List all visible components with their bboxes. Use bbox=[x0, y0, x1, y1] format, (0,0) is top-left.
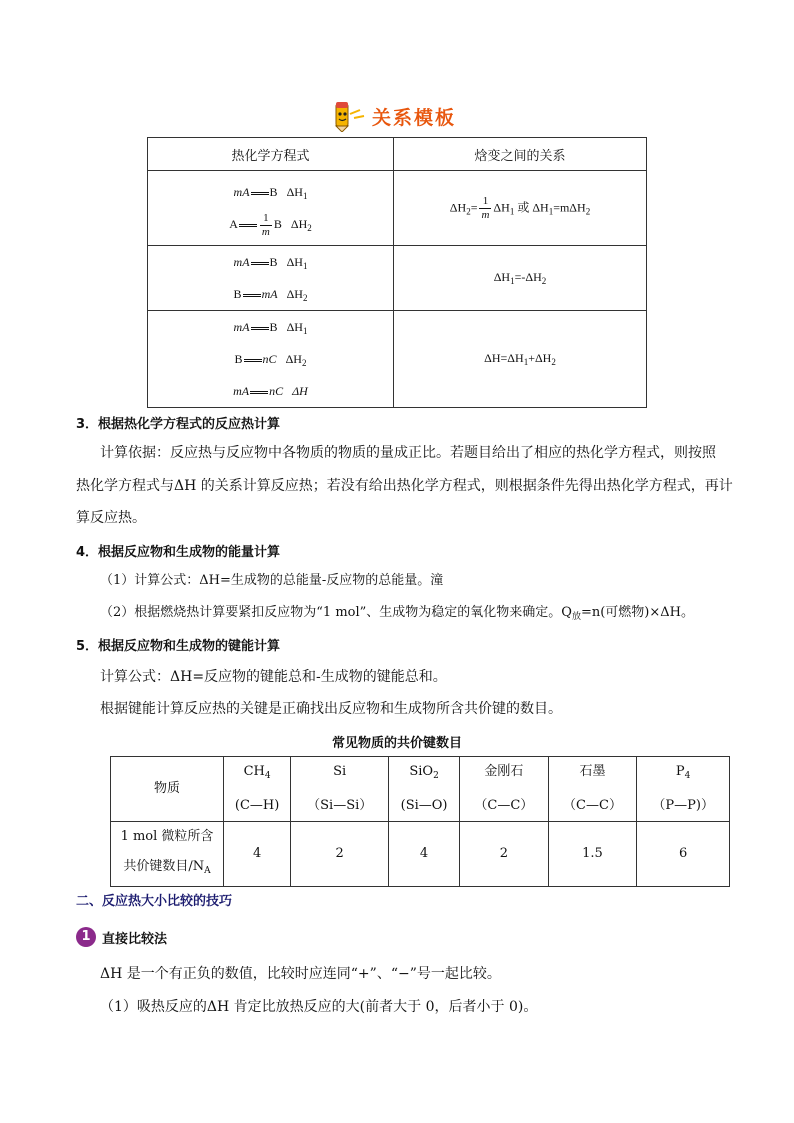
bond-table bbox=[110, 756, 730, 887]
value-cell: 1.5 bbox=[548, 822, 637, 887]
equation: B nC $\Delta H_2$ bbox=[234, 352, 307, 368]
equation-cell bbox=[148, 171, 394, 246]
relation-cell: $\Delta H_1=-\Delta H_2$ bbox=[394, 246, 647, 311]
substance-cell: SiO$_2$ (Si—O) bbox=[389, 757, 460, 822]
section-4-heading: 4．根据反应物和生成物的能量计算 bbox=[76, 545, 281, 560]
substance-cell: $CH_4$ (C—H) bbox=[224, 757, 291, 822]
paragraph: 计算公式：ΔH=反应物的键能总和-生成物的键能总和。 bbox=[100, 669, 447, 685]
title-text: 关系模板 bbox=[372, 106, 457, 129]
equation: B mA $\Delta H_2$ bbox=[233, 287, 308, 303]
part-two-heading: 二、反应热大小比较的技巧 bbox=[76, 894, 233, 909]
row-label: 物质 bbox=[111, 757, 224, 822]
equation: mA B $\Delta H_1$ bbox=[233, 320, 308, 336]
row-label: 1 mol 微粒所含 共价键数目$/N_A$ bbox=[111, 822, 224, 887]
paragraph: （1）计算公式：ΔH=生成物的总能量-反应物的总能量。潼 bbox=[100, 573, 444, 588]
equation-cell bbox=[148, 311, 394, 408]
paragraph: 热化学方程式与ΔH 的关系计算反应热；若没有给出热化学方程式，则根据条件先得出热化学方程式，再计 bbox=[76, 478, 733, 494]
paragraph: 计算依据：反应热与反应物中各物质的物质的量成正比。若题目给出了相应的热化学方程式，则按照 bbox=[100, 445, 716, 461]
value-cell: 6 bbox=[637, 822, 730, 887]
table-row bbox=[111, 822, 730, 887]
relation-cell: $\Delta H_2=$ $\frac{1}{m}$ $\Delta H_1$ 或 $\Delta H_1=m\Delta H_2$ bbox=[394, 171, 647, 246]
table-row bbox=[148, 246, 647, 311]
relation-table bbox=[147, 137, 647, 408]
substance-cell: $P_4$ （P—P)） bbox=[637, 757, 730, 822]
substance-cell: 石墨 （C—C） bbox=[548, 757, 637, 822]
header-cell: 焓变之间的关系 bbox=[394, 138, 647, 171]
equation: A $\frac{1}{m}$ B $\Delta H_2$ bbox=[229, 211, 312, 238]
section-3-heading: 3．根据热化学方程式的反应热计算 bbox=[76, 417, 281, 432]
pencil-mascot-icon bbox=[330, 100, 366, 132]
equation: mA nC ΔH bbox=[233, 384, 308, 398]
equation: mA B $\Delta H_1$ bbox=[233, 255, 308, 271]
equation: mA B $\Delta H_1$ bbox=[233, 185, 308, 201]
section-title bbox=[330, 100, 456, 132]
paragraph: 算反应热。 bbox=[76, 510, 146, 526]
method-title: 直接比较法 bbox=[102, 931, 168, 947]
paragraph: （1）吸热反应的ΔH 肯定比放热反应的大(前者大于 0，后者小于 0)。 bbox=[100, 999, 538, 1015]
value-cell: 2 bbox=[460, 822, 549, 887]
table-header-row bbox=[148, 138, 647, 171]
section-5-heading: 5．根据反应物和生成物的键能计算 bbox=[76, 639, 281, 654]
substance-cell: 金刚石 （C—C） bbox=[460, 757, 549, 822]
table-row bbox=[148, 171, 647, 246]
header-cell: 热化学方程式 bbox=[148, 138, 394, 171]
method-heading bbox=[76, 927, 167, 947]
value-cell: 4 bbox=[389, 822, 460, 887]
value-cell: 2 bbox=[291, 822, 389, 887]
equation-cell bbox=[148, 246, 394, 311]
substance-cell: Si （Si—Si） bbox=[291, 757, 389, 822]
paragraph: 根据键能计算反应热的关键是正确找出反应物和生成物所含共价键的数目。 bbox=[100, 701, 562, 717]
table-caption: 常见物质的共价键数目 bbox=[331, 736, 462, 751]
table-row bbox=[111, 757, 730, 822]
paragraph: （2）根据燃烧热计算要紧扣反应物为“1 mol”、生成物为稳定的氧化物来确定。$Q_放=n$(可燃物)×ΔH。 bbox=[100, 605, 694, 622]
number-badge-icon: 1 bbox=[76, 927, 96, 947]
relation-cell: $\Delta H=\Delta H_1+\Delta H_2$ bbox=[394, 311, 647, 408]
value-cell: 4 bbox=[224, 822, 291, 887]
paragraph: ΔH 是一个有正负的数值，比较时应连同“+”、“−”号一起比较。 bbox=[100, 966, 501, 982]
table-row bbox=[148, 311, 647, 408]
